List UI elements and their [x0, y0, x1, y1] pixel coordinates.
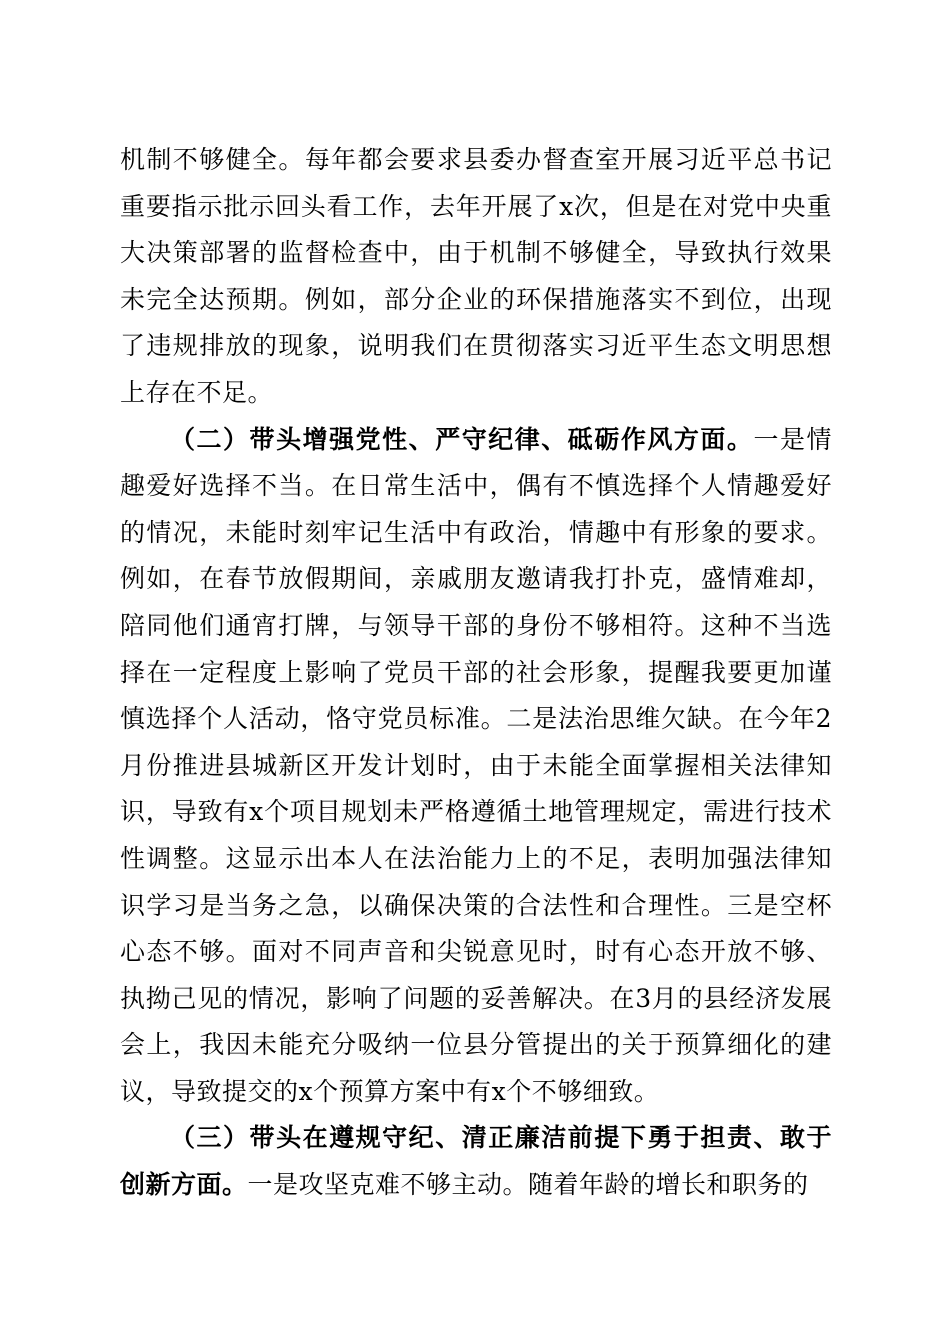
section-three-heading: （三）带头在遵规守纪、清正廉洁前提下勇于担责、敢于创新方面。 [120, 1123, 832, 1200]
paragraph-body: 一是情趣爱好选择不当。在日常生活中，偶有不慎选择个人情趣爱好的情况，未能时刻牢记生活中有政治，情趣中有形象的要求。例如，在春节放假期间，亲戚朋友邀请我打扑克，盛情难却，陪同他们通宵打牌，与领导干部的身份不够相符。这种不当选择在一定程度上影响了党员干部的社会形象，提醒我要更加谨慎选择个人活动，恪守党员标准。二是法治思维欠缺。在今年2月份推进县城新区开发计划时，由于未能全面掌握相关法律知识，导致有x个项目规划未严格遵循土地管理规定，需进行技术性调整。这显示出本人在法治能力上的不足，表明加强法律知识学习是当务之急，以确保决策的合法性和合理性。三是空杯心态不够。面对不同声音和尖锐意见时，时有心态开放不够、执拗己见的情况，影响了问题的妥善解决。在3月的县经济发展会上，我因未能充分吸纳一位县分管提出的关于预算细化的建议，导致提交的x个预算方案中有x个不够细致。 [120, 424, 832, 1106]
section-two-heading: （二）带头增强党性、严守纪律、砥砺作风方面。 [170, 424, 754, 454]
paragraph-section-two [120, 417, 832, 1116]
paragraph-body: 机制不够健全。每年都会要求县委办督查室开展习近平总书记重要指示批示回头看工作，去年开展了x次，但是在对党中央重大决策部署的监督检查中，由于机制不够健全，导致执行效果未完全达预期。例如，部分企业的环保措施落实不到位，出现了违规排放的现象，说明我们在贯彻落实习近平生态文明思想上存在不足。 [120, 145, 832, 407]
paragraph-continuation [120, 137, 832, 417]
paragraph-body: 一是攻坚克难不够主动。随着年龄的增长和职务的 [247, 1170, 809, 1200]
document-page [120, 137, 832, 1209]
paragraph-section-three [120, 1115, 832, 1208]
